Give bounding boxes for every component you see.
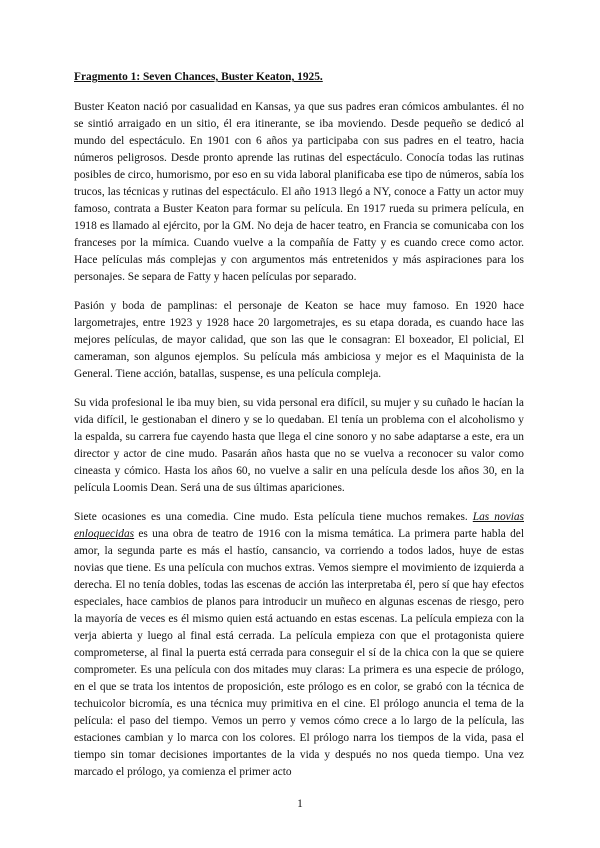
section-heading: Fragmento 1: Seven Chances, Buster Keaton, 1925. bbox=[74, 71, 323, 83]
paragraph-decline: Su vida profesional le iba muy bien, su vida personal era difícil, su mujer y su cuñado le hacían la vida difícil, le gestionaban el dinero y se lo quedaban. El tenía un problema con el alcoholismo y la espalda, su carrera fue cayendo hasta que llega el cine sonoro y no sabe adaptarse a este, era un director y actor de cine mudo. Pasarán años hasta que no se vuelva a reconocer su valor como cineasta y cómico. Hasta los años 60, no vuelve a salir en una película desde los años 30, en la película Loomis Dean. Será una de sus últimas apariciones. bbox=[74, 397, 524, 494]
paragraph-seven-chances-body: es una obra de teatro de 1916 con la misma temática. La primera parte habla del amor, la segunda parte es más el hastío, cansancio, va corriendo a todos lados, huye de estas novias que tiene. Es una película con muchos extras. Vemos siempre el movimiento de izquierda a derecha. El no tenía dobles, todas las escenas de acción las interpretaba él, pero sí que hay efectos especiales, hace cambios de planos para introducir un muñeco en algunas escenas de riesgo, pero la mayoría de veces es él mismo quien está actuando en estas escenas. La película empieza con la verja abierta y luego al final está cerrada. La película empieza con que el protagonista quiere comprometerse, al final la puerta está cerrada para conseguir el sí de la chica con la que se quiere comprometer. Es una película con dos mitades muy claras: La primera es una especie de prólogo, en el que se trata los intentos de proposición, este prólogo es en color, se grabó con la técnica de techuicolor bicromía, es una técnica muy primitiva en el cine. El prólogo anuncia el tema de la película: el paso del tiempo. Vemos un perro y vemos cómo crece a lo largo de la película, las estaciones cambian y lo marca con los colores. El prólogo narra los tiempos de la vida, pasa el tiempo sin tomar decisiones importantes de la vida y después no nos queda tiempo. Una vez marcado el prólogo, ya comienza el primer acto bbox=[74, 528, 524, 778]
paragraph-biography: Buster Keaton nació por casualidad en Kansas, ya que sus padres eran cómicos ambulantes. él no se sintió arraigado en un sitio, él era itinerante, se iba moviendo. Desde pequeño se dedicó al mundo del espectáculo. En 1901 con 6 años ya participaba con sus padres en el teatro, hacia números peligrosos. Desde pronto aprende las rutinas del espectáculo. Conocía todas las rutinas posibles de circo, humorismo, por eso en su vida laboral planificaba ese tipo de números, sabía los trucos, las técnicas y rutinas del espectáculo. El año 1913 llegó a NY, conoce a Fatty un actor muy famoso, contrata a Buster Keaton para formar su película. En 1917 rueda su primera película, en 1918 es llamado al ejército, por la GM. No deja de hacer teatro, en Francia se comunicaba con los franceses por la mímica. Cuando vuelve a la compañía de Fatty y es cuando crece como actor. Hace películas más complejas y con argumentos más entretenidos y más aspiraciones para los personajes. Se separa de Fatty y hacen películas por separado. bbox=[74, 101, 524, 283]
novias-enloquecidas-link[interactable]: Las novias enloquecidas bbox=[74, 511, 524, 540]
paragraph-seven-chances-intro: Siete ocasiones es una comedia. Cine mudo. Esta película tiene muchos remakes. bbox=[74, 511, 473, 523]
page-number: 1 bbox=[297, 798, 303, 810]
paragraph-golden-era: Pasión y boda de pamplinas: el personaje de Keaton se hace muy famoso. En 1920 hace largometrajes, entre 1923 y 1928 hace 20 largometrajes, es su etapa dorada, es cuando hace las mejores películas, de mayor calidad, que son las que le consagran: El boxeador, El policial, El cameraman, son algunos ejemplos. Su película más ambiciosa y mejor es el Maquinista de la General. Tiene acción, batallas, suspense, es una película compleja. bbox=[74, 300, 524, 380]
paragraph-seven-chances bbox=[74, 509, 524, 781]
